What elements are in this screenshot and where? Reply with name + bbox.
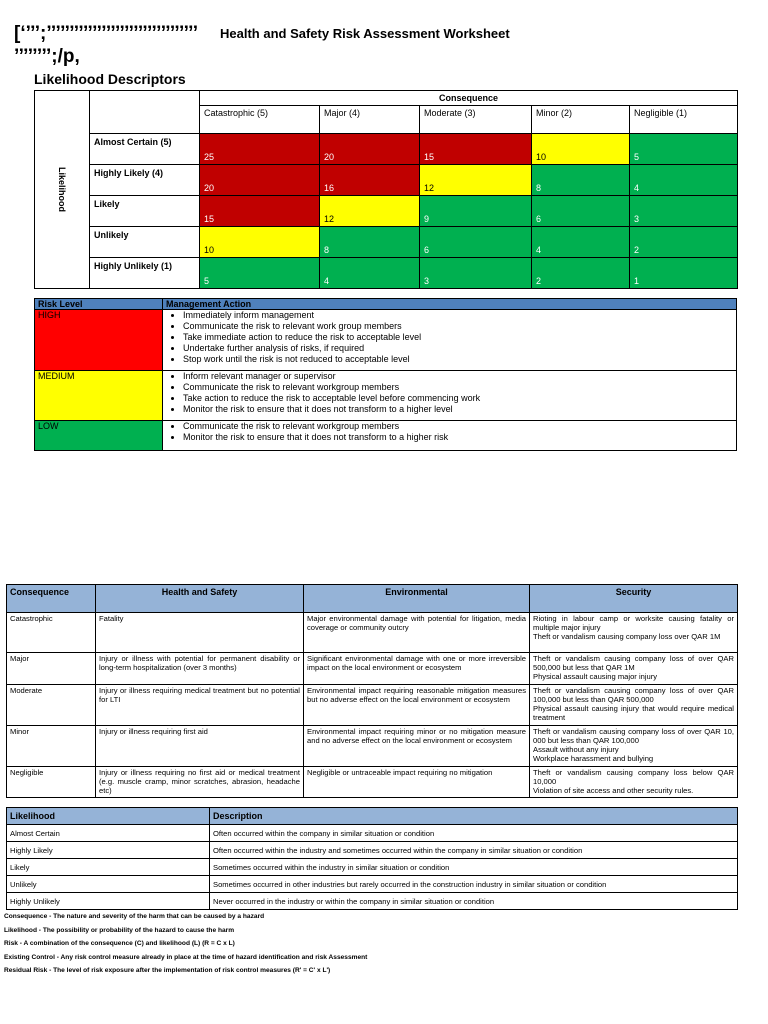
table-cell: Environmental impact requiring minor or no mitigation measure and no adverse effect on the local environment or ecosystem bbox=[304, 726, 530, 767]
definition-item: Residual Risk - The level of risk exposure after the implementation of risk control measures (R' = C' x L') bbox=[4, 967, 331, 974]
page-title: Health and Safety Risk Assessment Worksheet bbox=[220, 26, 510, 41]
action-item: • Inform relevant manager or supervisor bbox=[183, 371, 733, 382]
consequence-label: Minor (2) bbox=[532, 106, 630, 134]
table-cell: Theft or vandalism causing company loss of over QAR 100,000 but less than QAR 500,000 Physical assault causing injury that would require medical treatment bbox=[530, 685, 738, 726]
table-cell: Injury or illness with potential for permanent disability or long-term hospitalization (over 3 months) bbox=[96, 653, 304, 685]
risk-cell: 5 bbox=[630, 134, 738, 165]
definitions bbox=[4, 910, 724, 978]
action-item: • Monitor the risk to ensure that it does not transform to a higher risk bbox=[183, 432, 733, 443]
risk-cell: 2 bbox=[630, 227, 738, 258]
risk-cell: 16 bbox=[320, 165, 420, 196]
definition-item: Risk - A combination of the consequence (C) and likelihood (L) (R = C x L) bbox=[4, 940, 235, 947]
definition-item: Likelihood - The possibility or probability of the hazard to cause the harm bbox=[4, 926, 235, 934]
risk-level-medium: MEDIUM bbox=[35, 371, 163, 421]
consequence-label: Negligible (1) bbox=[630, 106, 738, 134]
risk-cell: 1 bbox=[630, 258, 738, 289]
risk-cell: 8 bbox=[320, 227, 420, 258]
risk-cell: 10 bbox=[532, 134, 630, 165]
risk-cell: 15 bbox=[200, 196, 320, 227]
risk-level-header: Risk Level bbox=[35, 299, 163, 310]
table-cell: Almost Certain bbox=[7, 825, 210, 842]
likelihood-axis-label: Likelihood bbox=[35, 91, 90, 289]
table-cell: Major environmental damage with potential for litigation, media coverage or community outcry bbox=[304, 613, 530, 653]
action-item: • Immediately inform management bbox=[183, 310, 733, 321]
action-item: • Take action to reduce the risk to acceptable level before commencing work bbox=[183, 393, 733, 404]
risk-cell: 10 bbox=[200, 227, 320, 258]
column-header: Description bbox=[210, 808, 738, 825]
table-cell: Sometimes occurred within the industry in similar situation or condition bbox=[210, 859, 738, 876]
likelihood-label: Likely bbox=[90, 196, 200, 227]
garbled-header-text: [‘’’’;’’’’’’’’’’’’’’’’’’’’’’’’’’’’’’’’’ ’’’’’’’’;/p, bbox=[14, 23, 198, 67]
management-actions bbox=[163, 371, 737, 421]
risk-cell: 4 bbox=[630, 165, 738, 196]
consequence-label: Moderate (3) bbox=[420, 106, 532, 134]
definition-item: Consequence - The nature and severity of the harm that can be caused by a hazard bbox=[4, 913, 265, 920]
table-cell: Highly Unlikely bbox=[7, 893, 210, 910]
table-cell: Negligible bbox=[7, 767, 96, 798]
likelihood-label: Unlikely bbox=[90, 227, 200, 258]
risk-cell: 12 bbox=[320, 196, 420, 227]
risk-cell: 8 bbox=[532, 165, 630, 196]
table-cell: Often occurred within the industry and sometimes occurred within the company in similar situation or condition bbox=[210, 842, 738, 859]
likelihood-label: Highly Likely (4) bbox=[90, 165, 200, 196]
consequence-label: Major (4) bbox=[320, 106, 420, 134]
management-actions bbox=[163, 421, 737, 451]
action-item: • Communicate the risk to relevant workgroup members bbox=[183, 382, 733, 393]
table-cell: Theft or vandalism causing company loss of over QAR 500,000 but less that QAR 1M Physical assault causing major injury bbox=[530, 653, 738, 685]
table-cell: Never occurred in the industry or within the company in similar situation or condition bbox=[210, 893, 738, 910]
management-action-header: Management Action bbox=[163, 299, 737, 310]
action-item: • Monitor the risk to ensure that it does not transform to a higher level bbox=[183, 404, 733, 415]
risk-cell: 2 bbox=[532, 258, 630, 289]
risk-cell: 4 bbox=[320, 258, 420, 289]
risk-cell: 25 bbox=[200, 134, 320, 165]
risk-cell: 6 bbox=[532, 196, 630, 227]
likelihood-label: Highly Unlikely (1) bbox=[90, 258, 200, 289]
table-cell: Major bbox=[7, 653, 96, 685]
table-cell: Fatality bbox=[96, 613, 304, 653]
column-header: Environmental bbox=[304, 585, 530, 613]
matrix-corner bbox=[90, 91, 200, 134]
column-header: Likelihood bbox=[7, 808, 210, 825]
section-title: Likelihood Descriptors bbox=[34, 71, 186, 87]
risk-cell: 3 bbox=[420, 258, 532, 289]
risk-cell: 9 bbox=[420, 196, 532, 227]
table-cell: Theft or vandalism causing company loss of over QAR 10, 000 but less than QAR 100,000 Assault without any injury Workplace harassment and bullying bbox=[530, 726, 738, 767]
table-cell: Highly Likely bbox=[7, 842, 210, 859]
column-header: Consequence bbox=[7, 585, 96, 613]
table-cell: Sometimes occurred in other industries but rarely occurred in the construction industry in similar situation or condition bbox=[210, 876, 738, 893]
table-cell: Injury or illness requiring medical treatment but no potential for LTI bbox=[96, 685, 304, 726]
risk-level-high: HIGH bbox=[35, 310, 163, 371]
table-cell: Theft or vandalism causing company loss below QAR 10,000 Violation of site access and other security rules. bbox=[530, 767, 738, 798]
risk-cell: 4 bbox=[532, 227, 630, 258]
risk-cell: 5 bbox=[200, 258, 320, 289]
action-item: • Stop work until the risk is not reduced to acceptable level bbox=[183, 354, 733, 365]
table-cell: Catastrophic bbox=[7, 613, 96, 653]
risk-cell: 12 bbox=[420, 165, 532, 196]
risk-cell: 20 bbox=[200, 165, 320, 196]
management-actions bbox=[163, 310, 737, 371]
risk-cell: 6 bbox=[420, 227, 532, 258]
table-cell: Environmental impact requiring reasonable mitigation measures but no adverse effect on the local environment or ecosystem bbox=[304, 685, 530, 726]
risk-cell: 3 bbox=[630, 196, 738, 227]
risk-cell: 15 bbox=[420, 134, 532, 165]
risk-level-low: LOW bbox=[35, 421, 163, 451]
table-cell: Injury or illness requiring first aid bbox=[96, 726, 304, 767]
likelihood-label: Almost Certain (5) bbox=[90, 134, 200, 165]
table-cell: Significant environmental damage with one or more irreversible impact on the local environment or ecosystem bbox=[304, 653, 530, 685]
table-cell: Minor bbox=[7, 726, 96, 767]
table-cell: Likely bbox=[7, 859, 210, 876]
risk-cell: 20 bbox=[320, 134, 420, 165]
action-item: • Take immediate action to reduce the risk to acceptable level bbox=[183, 332, 733, 343]
table-cell: Injury or illness requiring no first aid or medical treatment (e.g. muscle cramp, minor scratches, abrasion, headache etc) bbox=[96, 767, 304, 798]
risk-level-table bbox=[34, 298, 737, 451]
definition-item: Existing Control - Any risk control measure already in place at the time of hazard identification and risk Assessment bbox=[4, 953, 368, 961]
action-item: • Undertake further analysis of risks, if required bbox=[183, 343, 733, 354]
consequence-table bbox=[6, 584, 738, 798]
consequence-label: Catastrophic (5) bbox=[200, 106, 320, 134]
consequence-header: Consequence bbox=[200, 91, 738, 106]
action-item: • Communicate the risk to relevant workgroup members bbox=[183, 421, 733, 432]
likelihood-table bbox=[6, 807, 738, 910]
column-header: Security bbox=[530, 585, 738, 613]
action-item: • Communicate the risk to relevant work group members bbox=[183, 321, 733, 332]
risk-matrix bbox=[34, 90, 738, 289]
column-header: Health and Safety bbox=[96, 585, 304, 613]
table-cell: Negligible or untraceable impact requiring no mitigation bbox=[304, 767, 530, 798]
table-cell: Often occurred within the company in similar situation or condition bbox=[210, 825, 738, 842]
table-cell: Rioting in labour camp or worksite causing fatality or multiple major injury Theft or vandalism causing company loss over QAR 1M bbox=[530, 613, 738, 653]
table-cell: Moderate bbox=[7, 685, 96, 726]
table-cell: Unlikely bbox=[7, 876, 210, 893]
